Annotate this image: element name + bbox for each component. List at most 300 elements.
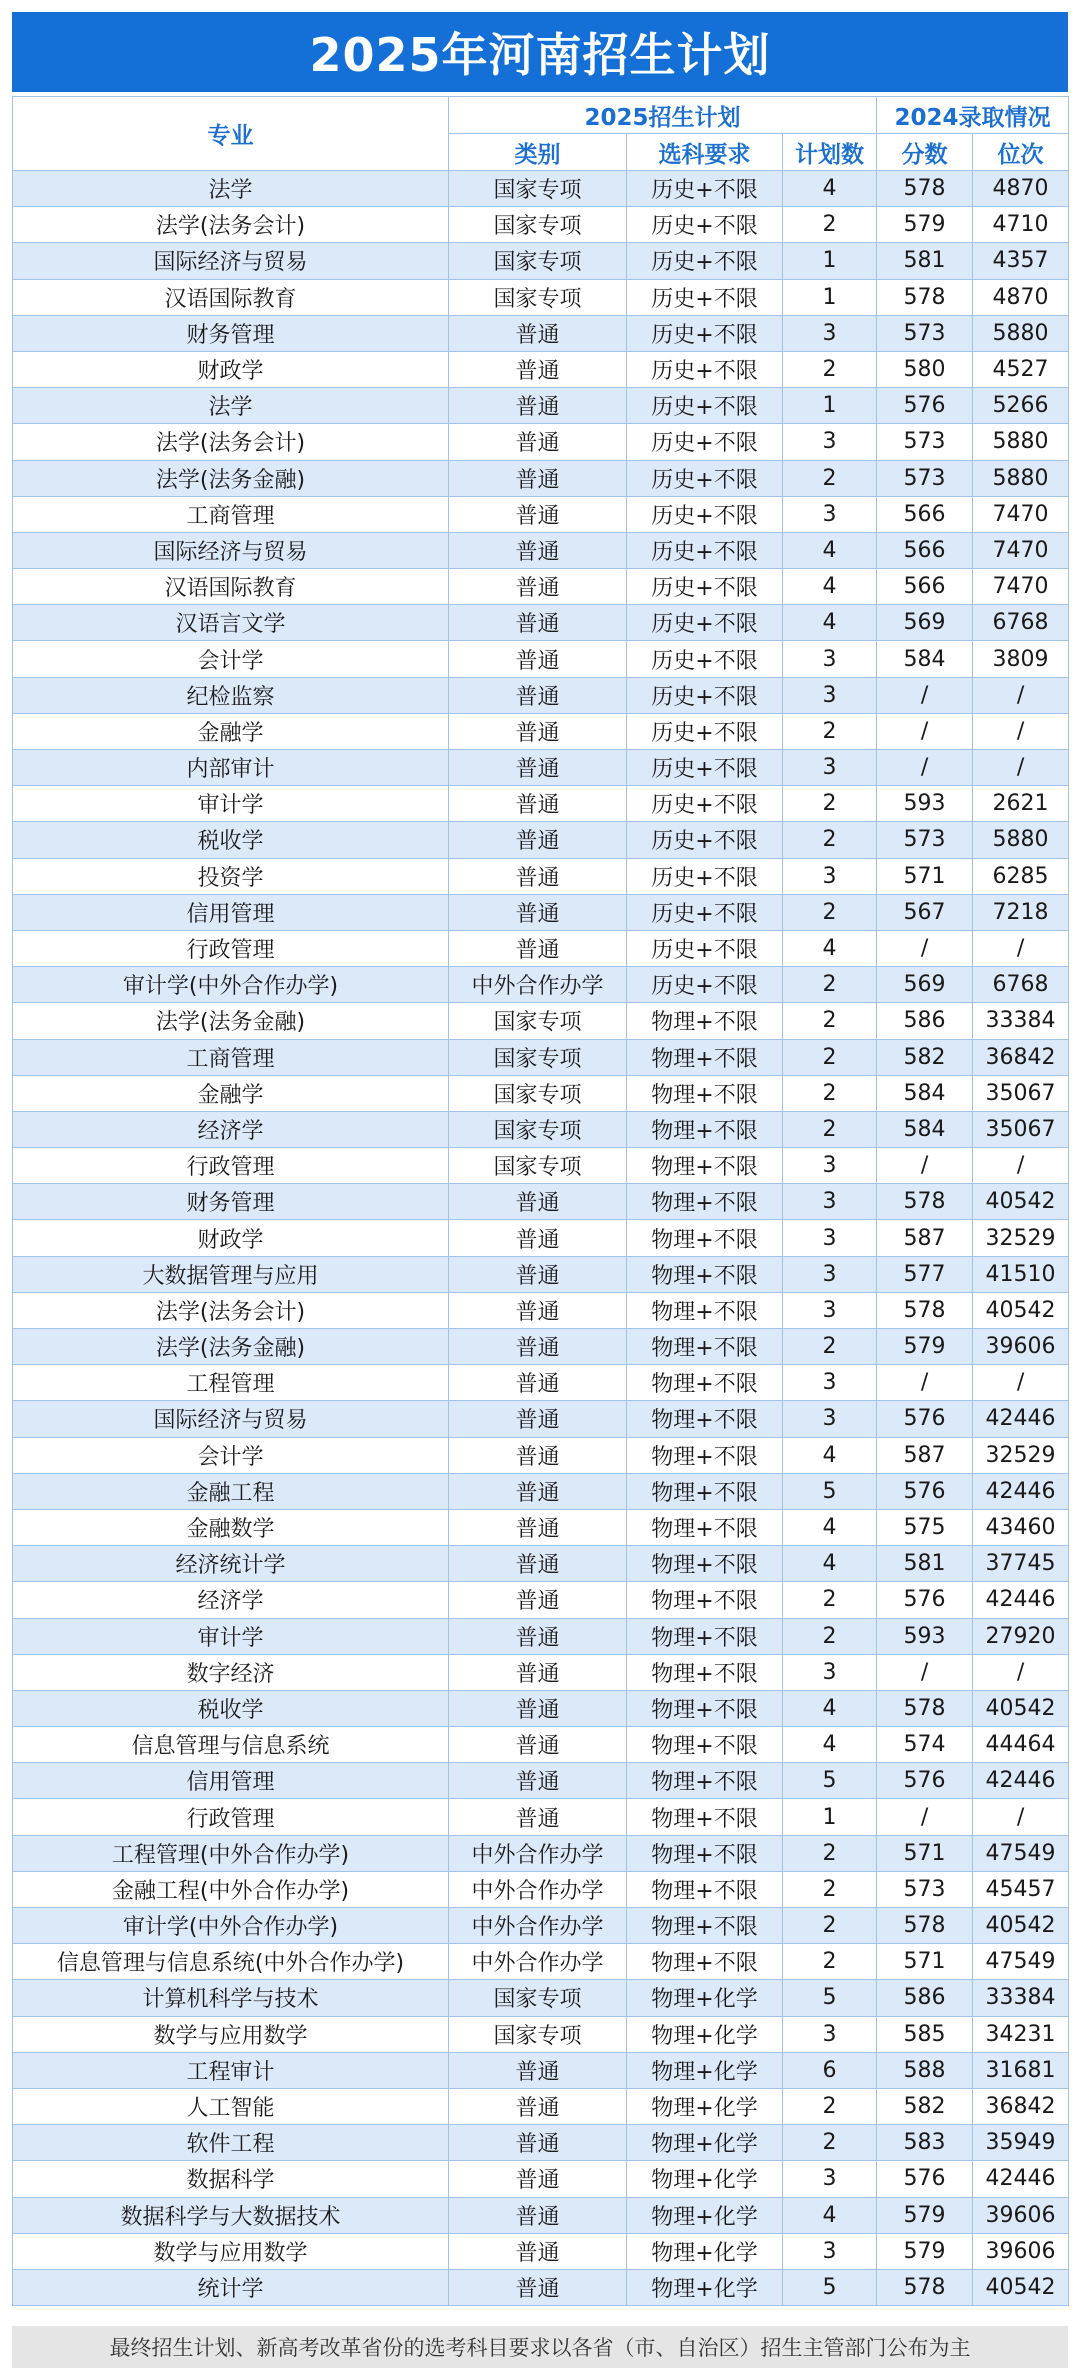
cell-subjects: 历史+不限 (627, 750, 783, 786)
cell-score: 586 (877, 1980, 973, 2016)
cell-count: 2 (783, 786, 877, 822)
cell-major: 数学与应用数学 (13, 2016, 449, 2052)
cell-category: 国家专项 (449, 171, 627, 207)
cell-score: 580 (877, 351, 973, 387)
cell-major: 软件工程 (13, 2125, 449, 2161)
cell-count: 3 (783, 2161, 877, 2197)
cell-rank: 43460 (973, 1509, 1069, 1545)
cell-category: 普通 (449, 532, 627, 568)
cell-major: 行政管理 (13, 1799, 449, 1835)
cell-major: 行政管理 (13, 930, 449, 966)
cell-major: 信用管理 (13, 1763, 449, 1799)
cell-subjects: 历史+不限 (627, 858, 783, 894)
cell-category: 普通 (449, 1690, 627, 1726)
table-body (13, 171, 1069, 2306)
footer-note: 最终招生计划、新高考改革省份的选考科目要求以各省（市、自治区）招生主管部门公布为主 (12, 2326, 1068, 2368)
cell-score: 587 (877, 1220, 973, 1256)
cell-count: 6 (783, 2052, 877, 2088)
cell-subjects: 物理+不限 (627, 1618, 783, 1654)
cell-count: 5 (783, 1473, 877, 1509)
cell-count: 1 (783, 279, 877, 315)
table-row (13, 2088, 1069, 2124)
cell-major: 法学(法务会计) (13, 1292, 449, 1328)
cell-subjects: 历史+不限 (627, 207, 783, 243)
cell-subjects: 历史+不限 (627, 786, 783, 822)
table-row (13, 279, 1069, 315)
cell-rank: 4357 (973, 243, 1069, 279)
cell-rank: 36842 (973, 2088, 1069, 2124)
cell-rank: / (973, 1148, 1069, 1184)
table-row (13, 351, 1069, 387)
cell-rank: 42446 (973, 1582, 1069, 1618)
cell-category: 普通 (449, 496, 627, 532)
cell-rank: 3809 (973, 641, 1069, 677)
cell-score: / (877, 1148, 973, 1184)
table-row (13, 1111, 1069, 1147)
cell-score: 579 (877, 2233, 973, 2269)
table-row (13, 967, 1069, 1003)
cell-subjects: 物理+不限 (627, 1690, 783, 1726)
cell-subjects: 历史+不限 (627, 605, 783, 641)
cell-rank: 5880 (973, 460, 1069, 496)
table-row (13, 496, 1069, 532)
cell-score: 566 (877, 496, 973, 532)
cell-count: 2 (783, 1003, 877, 1039)
cell-category: 普通 (449, 1256, 627, 1292)
cell-score: 579 (877, 1329, 973, 1365)
table-row (13, 243, 1069, 279)
cell-category: 普通 (449, 858, 627, 894)
cell-score: 576 (877, 1763, 973, 1799)
header-subjects: 选科要求 (627, 134, 783, 171)
cell-rank: 42446 (973, 2161, 1069, 2197)
cell-count: 3 (783, 1365, 877, 1401)
cell-count: 5 (783, 1980, 877, 2016)
table-row (13, 569, 1069, 605)
cell-count: 3 (783, 750, 877, 786)
page-title: 2025年河南招生计划 (12, 12, 1068, 92)
cell-rank: 32529 (973, 1437, 1069, 1473)
cell-major: 国际经济与贸易 (13, 243, 449, 279)
cell-rank: 33384 (973, 1980, 1069, 2016)
cell-count: 5 (783, 1763, 877, 1799)
cell-major: 法学(法务金融) (13, 460, 449, 496)
cell-count: 2 (783, 1075, 877, 1111)
cell-category: 国家专项 (449, 1111, 627, 1147)
cell-count: 2 (783, 1582, 877, 1618)
cell-category: 中外合作办学 (449, 1871, 627, 1907)
cell-count: 4 (783, 1437, 877, 1473)
cell-major: 财政学 (13, 351, 449, 387)
table-row (13, 1871, 1069, 1907)
cell-score: 588 (877, 2052, 973, 2088)
cell-count: 3 (783, 424, 877, 460)
cell-category: 普通 (449, 1292, 627, 1328)
cell-subjects: 物理+不限 (627, 1329, 783, 1365)
cell-category: 普通 (449, 388, 627, 424)
table-row (13, 1184, 1069, 1220)
cell-subjects: 历史+不限 (627, 894, 783, 930)
cell-category: 普通 (449, 2088, 627, 2124)
cell-subjects: 物理+不限 (627, 1944, 783, 1980)
cell-major: 金融工程 (13, 1473, 449, 1509)
cell-category: 普通 (449, 1618, 627, 1654)
cell-major: 税收学 (13, 822, 449, 858)
cell-major: 会计学 (13, 1437, 449, 1473)
cell-rank: 40542 (973, 1184, 1069, 1220)
cell-subjects: 历史+不限 (627, 424, 783, 460)
cell-score: 569 (877, 967, 973, 1003)
cell-rank: 35949 (973, 2125, 1069, 2161)
cell-subjects: 历史+不限 (627, 315, 783, 351)
cell-rank: 40542 (973, 2269, 1069, 2305)
cell-subjects: 历史+不限 (627, 677, 783, 713)
cell-score: 585 (877, 2016, 973, 2052)
cell-major: 计算机科学与技术 (13, 1980, 449, 2016)
cell-category: 普通 (449, 1220, 627, 1256)
table-row (13, 750, 1069, 786)
table-row (13, 1039, 1069, 1075)
cell-rank: 7470 (973, 569, 1069, 605)
cell-score: 579 (877, 207, 973, 243)
cell-category: 普通 (449, 1401, 627, 1437)
cell-score: / (877, 1654, 973, 1690)
cell-rank: / (973, 677, 1069, 713)
cell-subjects: 历史+不限 (627, 641, 783, 677)
cell-category: 普通 (449, 1329, 627, 1365)
cell-major: 审计学(中外合作办学) (13, 967, 449, 1003)
cell-score: 571 (877, 1944, 973, 1980)
cell-category: 普通 (449, 1509, 627, 1545)
cell-subjects: 物理+不限 (627, 1727, 783, 1763)
table-row (13, 1980, 1069, 2016)
cell-rank: 44464 (973, 1727, 1069, 1763)
cell-score: / (877, 750, 973, 786)
cell-rank: 42446 (973, 1473, 1069, 1509)
cell-count: 2 (783, 1618, 877, 1654)
cell-category: 普通 (449, 894, 627, 930)
cell-subjects: 物理+不限 (627, 1835, 783, 1871)
cell-subjects: 物理+不限 (627, 1111, 783, 1147)
cell-major: 金融工程(中外合作办学) (13, 1871, 449, 1907)
cell-category: 国家专项 (449, 1039, 627, 1075)
cell-rank: 7218 (973, 894, 1069, 930)
cell-score: 573 (877, 315, 973, 351)
cell-category: 中外合作办学 (449, 967, 627, 1003)
cell-score: 583 (877, 2125, 973, 2161)
table-row (13, 930, 1069, 966)
cell-category: 普通 (449, 569, 627, 605)
cell-subjects: 历史+不限 (627, 713, 783, 749)
table-row (13, 424, 1069, 460)
cell-subjects: 历史+不限 (627, 930, 783, 966)
cell-rank: 42446 (973, 1401, 1069, 1437)
cell-major: 人工智能 (13, 2088, 449, 2124)
cell-major: 法学 (13, 388, 449, 424)
cell-subjects: 物理+不限 (627, 1799, 783, 1835)
cell-major: 法学 (13, 171, 449, 207)
cell-subjects: 物理+化学 (627, 2016, 783, 2052)
cell-rank: 32529 (973, 1220, 1069, 1256)
cell-count: 3 (783, 858, 877, 894)
cell-score: 578 (877, 1690, 973, 1726)
cell-major: 统计学 (13, 2269, 449, 2305)
cell-major: 数据科学与大数据技术 (13, 2197, 449, 2233)
cell-score: 584 (877, 1111, 973, 1147)
cell-major: 经济学 (13, 1582, 449, 1618)
cell-major: 法学(法务金融) (13, 1329, 449, 1365)
cell-score: 571 (877, 1835, 973, 1871)
cell-score: 566 (877, 569, 973, 605)
cell-major: 工商管理 (13, 1039, 449, 1075)
table-row (13, 641, 1069, 677)
cell-category: 普通 (449, 786, 627, 822)
cell-count: 3 (783, 1256, 877, 1292)
cell-rank: 47549 (973, 1944, 1069, 1980)
cell-rank: / (973, 750, 1069, 786)
cell-major: 纪检监察 (13, 677, 449, 713)
cell-subjects: 历史+不限 (627, 967, 783, 1003)
cell-major: 金融数学 (13, 1509, 449, 1545)
cell-major: 国际经济与贸易 (13, 532, 449, 568)
table-row (13, 1401, 1069, 1437)
cell-count: 4 (783, 1727, 877, 1763)
cell-score: 576 (877, 388, 973, 424)
cell-score: 566 (877, 532, 973, 568)
cell-score: / (877, 677, 973, 713)
cell-major: 经济统计学 (13, 1546, 449, 1582)
cell-category: 普通 (449, 713, 627, 749)
cell-subjects: 物理+化学 (627, 2161, 783, 2197)
cell-score: / (877, 713, 973, 749)
table-row (13, 1799, 1069, 1835)
cell-score: 584 (877, 1075, 973, 1111)
cell-count: 1 (783, 243, 877, 279)
cell-score: 573 (877, 822, 973, 858)
header-result-group: 2024录取情况 (877, 97, 1069, 134)
cell-category: 国家专项 (449, 279, 627, 315)
cell-rank: 31681 (973, 2052, 1069, 2088)
cell-count: 2 (783, 1908, 877, 1944)
cell-subjects: 历史+不限 (627, 569, 783, 605)
table-row (13, 2125, 1069, 2161)
cell-category: 普通 (449, 750, 627, 786)
cell-subjects: 物理+化学 (627, 2125, 783, 2161)
cell-rank: 4870 (973, 279, 1069, 315)
cell-major: 审计学 (13, 1618, 449, 1654)
cell-count: 3 (783, 2016, 877, 2052)
cell-category: 普通 (449, 1184, 627, 1220)
cell-major: 数字经济 (13, 1654, 449, 1690)
cell-subjects: 物理+不限 (627, 1654, 783, 1690)
cell-category: 普通 (449, 1437, 627, 1473)
cell-subjects: 历史+不限 (627, 532, 783, 568)
table-row (13, 1292, 1069, 1328)
cell-score: / (877, 1799, 973, 1835)
cell-score: 576 (877, 1401, 973, 1437)
cell-count: 5 (783, 2269, 877, 2305)
cell-subjects: 历史+不限 (627, 388, 783, 424)
cell-major: 工程管理(中外合作办学) (13, 1835, 449, 1871)
cell-major: 法学(法务金融) (13, 1003, 449, 1039)
table-row (13, 1473, 1069, 1509)
cell-category: 普通 (449, 2052, 627, 2088)
cell-rank: 35067 (973, 1111, 1069, 1147)
cell-count: 4 (783, 605, 877, 641)
cell-category: 国家专项 (449, 243, 627, 279)
cell-rank: 41510 (973, 1256, 1069, 1292)
table-row (13, 1437, 1069, 1473)
cell-subjects: 物理+不限 (627, 1256, 783, 1292)
cell-category: 普通 (449, 460, 627, 496)
cell-score: 578 (877, 1292, 973, 1328)
cell-count: 2 (783, 822, 877, 858)
table-row (13, 1509, 1069, 1545)
cell-score: 578 (877, 1184, 973, 1220)
cell-category: 中外合作办学 (449, 1908, 627, 1944)
cell-major: 财务管理 (13, 315, 449, 351)
cell-category: 普通 (449, 1473, 627, 1509)
cell-count: 2 (783, 1835, 877, 1871)
cell-score: 581 (877, 1546, 973, 1582)
cell-rank: / (973, 1365, 1069, 1401)
cell-subjects: 物理+不限 (627, 1039, 783, 1075)
cell-major: 汉语国际教育 (13, 569, 449, 605)
cell-rank: 5880 (973, 315, 1069, 351)
cell-category: 普通 (449, 1799, 627, 1835)
cell-subjects: 物理+不限 (627, 1365, 783, 1401)
cell-score: 578 (877, 1908, 973, 1944)
table-row (13, 1220, 1069, 1256)
cell-count: 2 (783, 2088, 877, 2124)
table-row (13, 2269, 1069, 2305)
cell-count: 2 (783, 1329, 877, 1365)
cell-category: 普通 (449, 2269, 627, 2305)
cell-rank: 47549 (973, 1835, 1069, 1871)
cell-major: 工商管理 (13, 496, 449, 532)
table-row (13, 822, 1069, 858)
table-row (13, 1835, 1069, 1871)
cell-count: 1 (783, 1799, 877, 1835)
cell-count: 2 (783, 967, 877, 1003)
cell-rank: 39606 (973, 1329, 1069, 1365)
table-row (13, 460, 1069, 496)
cell-major: 会计学 (13, 641, 449, 677)
cell-category: 国家专项 (449, 1148, 627, 1184)
table-row (13, 388, 1069, 424)
cell-subjects: 物理+不限 (627, 1908, 783, 1944)
cell-rank: / (973, 1799, 1069, 1835)
cell-major: 税收学 (13, 1690, 449, 1726)
cell-subjects: 物理+不限 (627, 1292, 783, 1328)
cell-count: 2 (783, 1871, 877, 1907)
header-score: 分数 (877, 134, 973, 171)
cell-major: 数学与应用数学 (13, 2233, 449, 2269)
table-row (13, 1908, 1069, 1944)
table-row (13, 1582, 1069, 1618)
cell-subjects: 物理+不限 (627, 1582, 783, 1618)
cell-category: 普通 (449, 1654, 627, 1690)
cell-category: 普通 (449, 1727, 627, 1763)
cell-category: 国家专项 (449, 2016, 627, 2052)
cell-subjects: 物理+化学 (627, 1980, 783, 2016)
cell-count: 2 (783, 2125, 877, 2161)
header-plan-group: 2025招生计划 (449, 97, 877, 134)
table-row (13, 1727, 1069, 1763)
cell-subjects: 历史+不限 (627, 351, 783, 387)
cell-category: 国家专项 (449, 1980, 627, 2016)
cell-score: / (877, 930, 973, 966)
cell-subjects: 历史+不限 (627, 460, 783, 496)
table-row (13, 2233, 1069, 2269)
cell-category: 普通 (449, 930, 627, 966)
table-row (13, 2161, 1069, 2197)
cell-subjects: 物理+不限 (627, 1148, 783, 1184)
cell-major: 财政学 (13, 1220, 449, 1256)
cell-subjects: 物理+不限 (627, 1871, 783, 1907)
cell-subjects: 物理+化学 (627, 2088, 783, 2124)
cell-score: 575 (877, 1509, 973, 1545)
table-row (13, 1944, 1069, 1980)
cell-rank: / (973, 930, 1069, 966)
cell-count: 2 (783, 207, 877, 243)
table-row (13, 1690, 1069, 1726)
cell-category: 普通 (449, 424, 627, 460)
table-row (13, 532, 1069, 568)
cell-rank: 5266 (973, 388, 1069, 424)
cell-rank: / (973, 1654, 1069, 1690)
cell-count: 2 (783, 460, 877, 496)
cell-rank: 35067 (973, 1075, 1069, 1111)
cell-score: 576 (877, 1582, 973, 1618)
cell-subjects: 物理+不限 (627, 1473, 783, 1509)
cell-category: 普通 (449, 1365, 627, 1401)
table-row (13, 605, 1069, 641)
cell-count: 2 (783, 1111, 877, 1147)
cell-rank: 39606 (973, 2233, 1069, 2269)
cell-score: 573 (877, 424, 973, 460)
cell-major: 财务管理 (13, 1184, 449, 1220)
header-major: 专业 (13, 97, 449, 171)
cell-count: 4 (783, 930, 877, 966)
cell-count: 3 (783, 315, 877, 351)
cell-major: 工程管理 (13, 1365, 449, 1401)
cell-major: 经济学 (13, 1111, 449, 1147)
cell-count: 4 (783, 171, 877, 207)
cell-score: 573 (877, 460, 973, 496)
cell-count: 3 (783, 1401, 877, 1437)
cell-major: 大数据管理与应用 (13, 1256, 449, 1292)
cell-rank: 40542 (973, 1292, 1069, 1328)
cell-subjects: 物理+不限 (627, 1401, 783, 1437)
cell-score: 578 (877, 171, 973, 207)
header-count: 计划数 (783, 134, 877, 171)
cell-rank: / (973, 713, 1069, 749)
cell-score: 582 (877, 2088, 973, 2124)
table-row (13, 1546, 1069, 1582)
cell-score: 593 (877, 1618, 973, 1654)
cell-rank: 7470 (973, 496, 1069, 532)
cell-category: 国家专项 (449, 1003, 627, 1039)
cell-category: 普通 (449, 1546, 627, 1582)
cell-score: 576 (877, 1473, 973, 1509)
cell-rank: 42446 (973, 1763, 1069, 1799)
cell-rank: 6285 (973, 858, 1069, 894)
table-row (13, 207, 1069, 243)
cell-count: 4 (783, 2197, 877, 2233)
cell-major: 法学(法务会计) (13, 207, 449, 243)
cell-subjects: 物理+化学 (627, 2052, 783, 2088)
